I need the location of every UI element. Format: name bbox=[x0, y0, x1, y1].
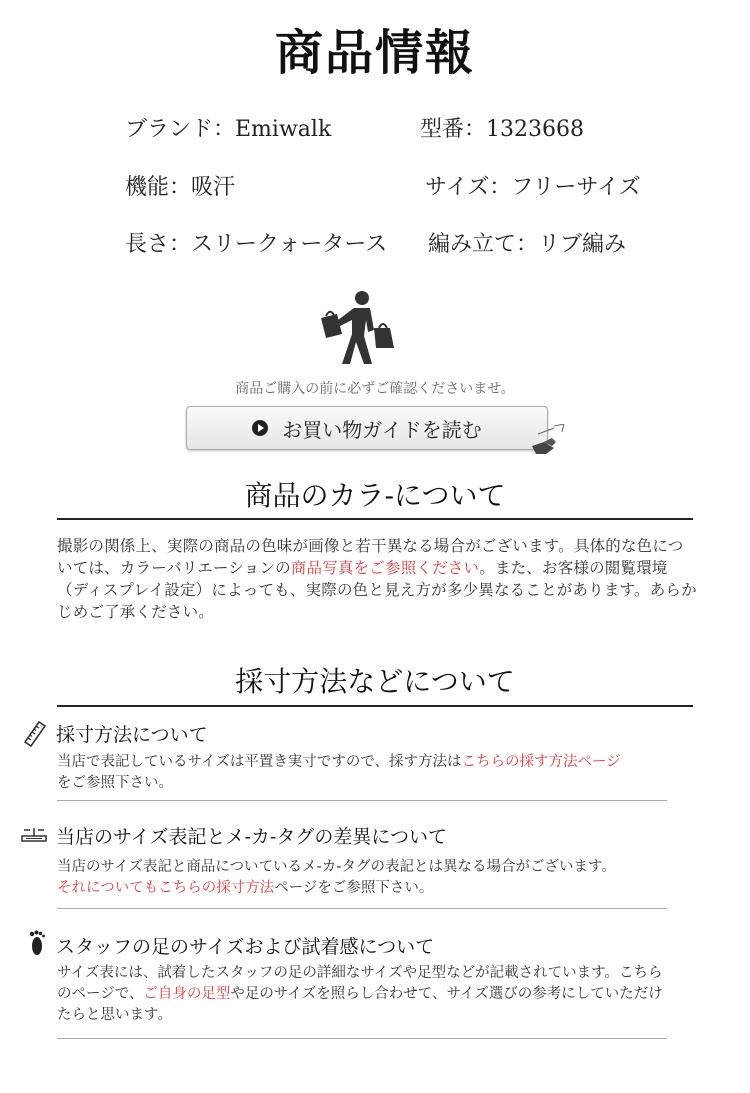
color-section-text bbox=[57, 535, 697, 623]
item-divider bbox=[57, 800, 667, 801]
item-text-part1: 当店で表記しているサイズは平置き実寸ですので、採す方法は bbox=[57, 754, 462, 770]
item-text-part2: をご参照下さい。 bbox=[57, 775, 173, 791]
help-hand-icon bbox=[524, 424, 568, 460]
ruler-icon bbox=[23, 720, 47, 748]
measure-method-link[interactable]: こちらの採す方法ページ bbox=[461, 754, 621, 770]
measure-section-rule bbox=[57, 705, 693, 707]
spec-brand: ブランド：Emiwalk bbox=[125, 117, 332, 142]
page-title: 商品情報 bbox=[274, 25, 475, 81]
color-text-part1: 撮影の関係上、実際の商品の色味が画像と若干異なる場合がございます。具体的な色については、カラーバリエーションの bbox=[57, 537, 684, 577]
color-text-part2: 。また、お客様の閲覧環境（ディスプレイ設定）によっても、実際の色と見え方が多少異なることがあります。あらかじめご了承ください。 bbox=[57, 559, 697, 621]
color-section-rule bbox=[57, 518, 693, 520]
item-text-part1: サイズ表には、試着したスタッフの足の詳細なサイズや足型などが記載されています。こちらのページで、 bbox=[57, 965, 663, 1002]
spec-length: 長さ：スリークォータース bbox=[125, 232, 388, 257]
shopper-icon bbox=[318, 290, 398, 366]
spec-size: サイズ：フリーサイズ bbox=[425, 175, 641, 200]
scale-icon bbox=[20, 826, 48, 844]
color-section-heading: 商品のカラ-について bbox=[244, 479, 506, 512]
shopping-guide-label: お買い物ガイドを読む bbox=[282, 417, 482, 442]
item-text-part2: ページをご参照下さい。 bbox=[274, 880, 434, 896]
spec-function: 機能：吸汗 bbox=[125, 175, 236, 200]
play-icon bbox=[252, 420, 268, 436]
guide-notice: 商品ご購入の前に必ずご確認くださいませ。 bbox=[235, 381, 515, 397]
spec-knit: 編み立て：リブ編み bbox=[428, 232, 627, 257]
spec-model: 型番：1323668 bbox=[420, 117, 584, 142]
item-text-part1: 当店のサイズ表記と商品についているメ-カ-タグの表記とは異なる場合がございます。 bbox=[57, 859, 616, 875]
measure-section-heading: 採寸方法などについて bbox=[235, 665, 515, 698]
size-diff-link[interactable]: それについてもこちらの採寸方法 bbox=[57, 880, 275, 896]
item-text-part2: や足のサイズを照らし合わせて、サイズ選びの参考にしていただけたらと思います。 bbox=[57, 986, 663, 1023]
measure-item-title: 採寸方法について bbox=[56, 724, 208, 746]
size-diff-title: 当店のサイズ表記とメ-カ-タグの差異について bbox=[56, 826, 447, 848]
shopping-guide-button[interactable] bbox=[186, 406, 548, 450]
measure-item-text bbox=[57, 752, 697, 794]
item-divider bbox=[57, 908, 667, 909]
size-diff-text bbox=[57, 857, 697, 899]
footprint-icon bbox=[28, 930, 46, 956]
color-link[interactable]: 商品写真をご参照ください bbox=[290, 559, 480, 577]
foot-shape-link[interactable]: ご自身の足型 bbox=[143, 986, 231, 1002]
item-divider bbox=[57, 1038, 667, 1039]
staff-fit-title: スタッフの足のサイズおよび試着感について bbox=[56, 936, 435, 958]
staff-fit-text bbox=[57, 963, 677, 1026]
